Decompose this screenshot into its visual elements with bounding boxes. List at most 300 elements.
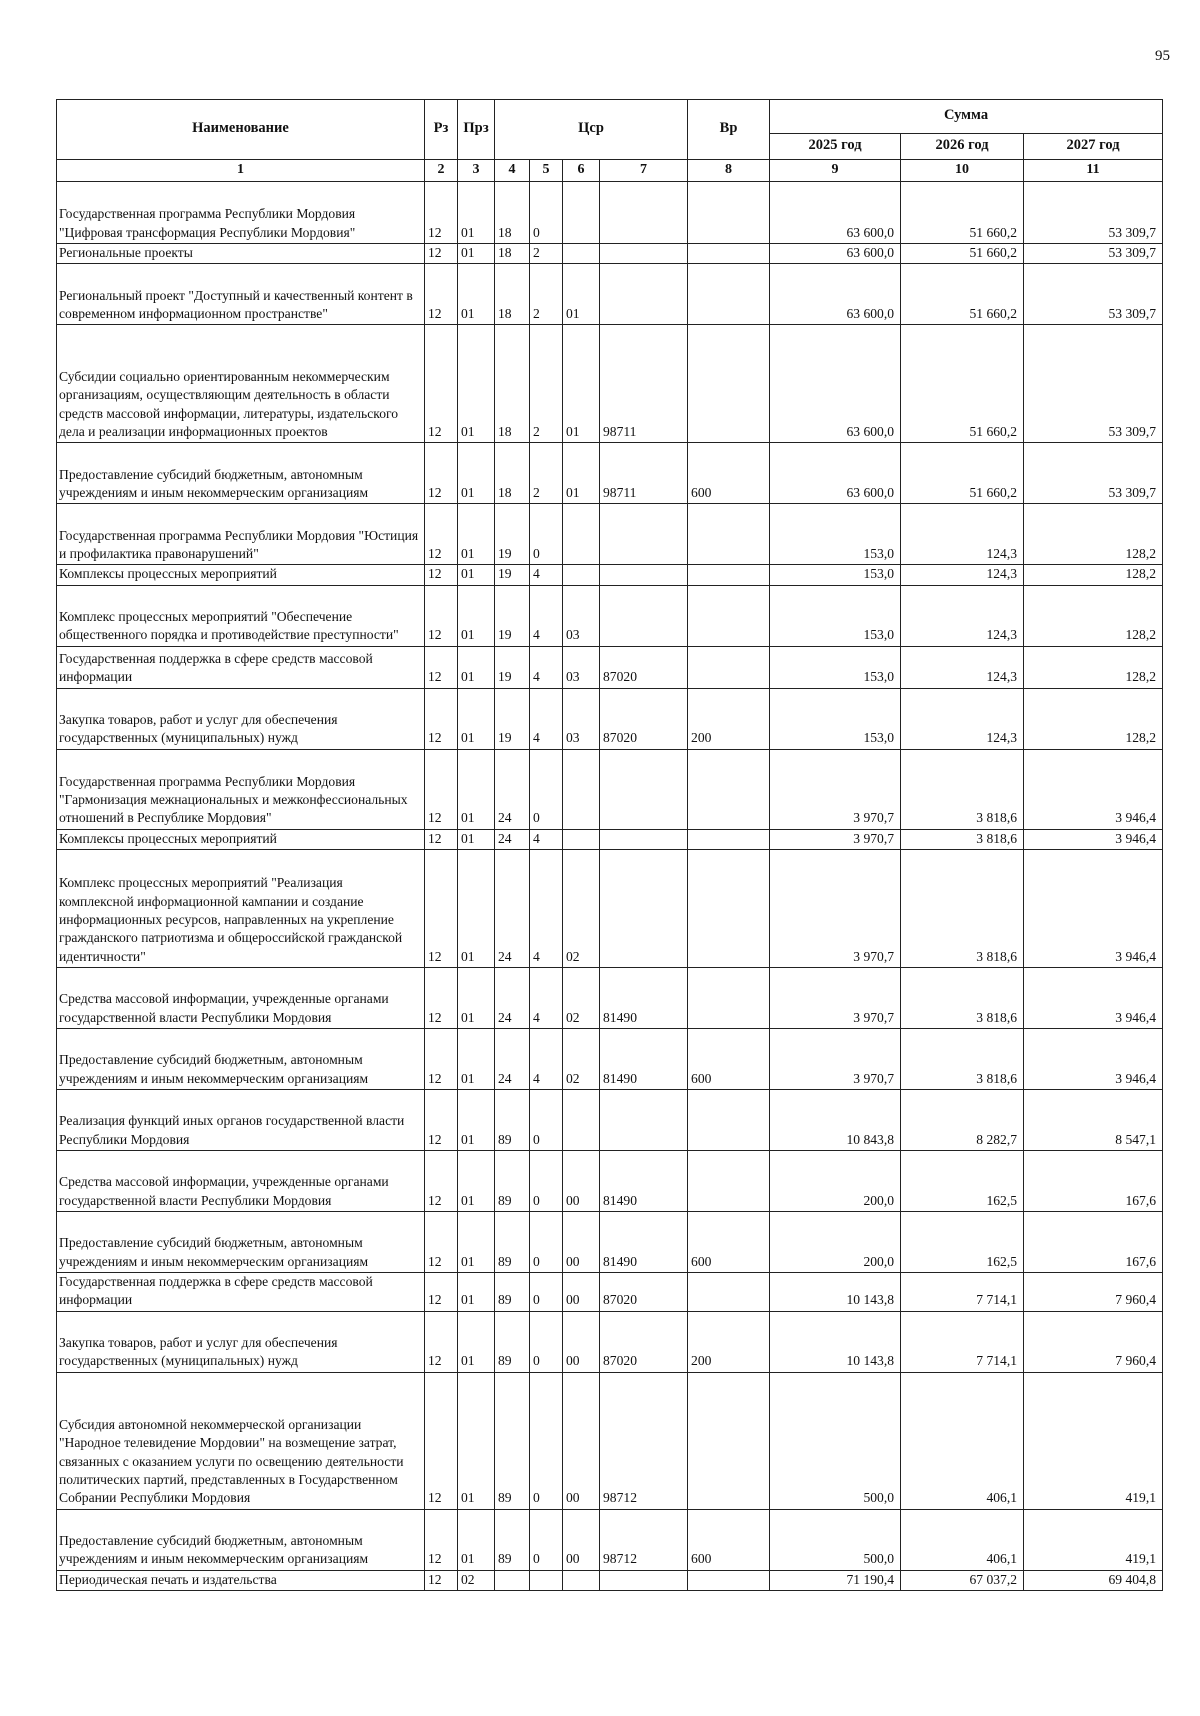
table-body [57,182,1163,1591]
row-name: Региональные проекты [57,244,425,264]
row-sum-2025: 63 600,0 [770,325,901,443]
row-name: Предоставление субсидий бюджетным, автономным учреждениям и иным некоммерческим организациям [57,443,425,504]
row-sum-2025: 153,0 [770,504,901,565]
row-sum-2026: 67 037,2 [901,1570,1024,1590]
row-name: Государственная поддержка в сфере средств массовой информации [57,1273,425,1312]
row-prz: 01 [458,1273,495,1312]
row-vr [688,749,770,829]
row-csr-7: 81490 [600,1151,688,1212]
row-vr: 200 [688,688,770,749]
row-rz: 12 [425,688,458,749]
row-rz: 12 [425,504,458,565]
row-csr-5: 4 [530,688,563,749]
row-csr-7 [600,585,688,646]
row-vr [688,850,770,968]
row-sum-2027: 3 946,4 [1024,829,1163,849]
header-csr: Цср [495,100,688,160]
table-row [57,325,1163,443]
row-sum-2026: 51 660,2 [901,244,1024,264]
row-csr-5: 4 [530,565,563,585]
row-rz: 12 [425,1090,458,1151]
row-sum-2027: 53 309,7 [1024,325,1163,443]
row-prz: 01 [458,688,495,749]
header-name: Наименование [57,100,425,160]
row-csr-4: 89 [495,1212,530,1273]
row-name: Закупка товаров, работ и услуг для обеспечения государственных (муниципальных) нужд [57,1311,425,1372]
row-vr [688,1273,770,1312]
row-sum-2027: 128,2 [1024,504,1163,565]
row-rz: 12 [425,264,458,325]
table-row [57,565,1163,585]
row-sum-2027: 8 547,1 [1024,1090,1163,1151]
row-vr: 600 [688,1029,770,1090]
row-sum-2027: 3 946,4 [1024,1029,1163,1090]
row-sum-2025: 3 970,7 [770,829,901,849]
col-num-8: 8 [688,160,770,182]
row-rz: 12 [425,1273,458,1312]
col-num-6: 6 [563,160,600,182]
row-csr-4: 18 [495,443,530,504]
col-num-2: 2 [425,160,458,182]
row-sum-2026: 3 818,6 [901,968,1024,1029]
row-sum-2025: 3 970,7 [770,749,901,829]
row-prz: 01 [458,244,495,264]
table-row [57,585,1163,646]
row-sum-2027: 128,2 [1024,585,1163,646]
row-csr-5: 4 [530,829,563,849]
row-sum-2026: 124,3 [901,565,1024,585]
row-csr-6: 03 [563,646,600,688]
row-csr-5: 4 [530,585,563,646]
row-csr-6 [563,829,600,849]
row-prz: 01 [458,182,495,244]
table-row [57,443,1163,504]
row-csr-4: 24 [495,749,530,829]
table-row [57,504,1163,565]
row-prz: 01 [458,1029,495,1090]
row-vr [688,1090,770,1151]
table-row [57,646,1163,688]
row-name: Средства массовой информации, учрежденные органами государственной власти Республики Мордовия [57,968,425,1029]
row-csr-5: 4 [530,850,563,968]
row-prz: 02 [458,1570,495,1590]
row-rz: 12 [425,1029,458,1090]
row-name: Предоставление субсидий бюджетным, автономным учреждениям и иным некоммерческим организациям [57,1509,425,1570]
row-sum-2025: 500,0 [770,1509,901,1570]
row-csr-5 [530,1570,563,1590]
row-csr-7 [600,1090,688,1151]
row-csr-5: 2 [530,264,563,325]
row-csr-5: 0 [530,1311,563,1372]
row-rz: 12 [425,182,458,244]
row-csr-5: 0 [530,749,563,829]
row-rz: 12 [425,244,458,264]
row-sum-2027: 7 960,4 [1024,1273,1163,1312]
row-sum-2026: 162,5 [901,1212,1024,1273]
col-num-7: 7 [600,160,688,182]
row-sum-2025: 3 970,7 [770,850,901,968]
row-csr-4: 19 [495,688,530,749]
row-prz: 01 [458,646,495,688]
row-sum-2025: 10 843,8 [770,1090,901,1151]
row-name: Предоставление субсидий бюджетным, автономным учреждениям и иным некоммерческим организациям [57,1212,425,1273]
row-name: Предоставление субсидий бюджетным, автономным учреждениям и иным некоммерческим организациям [57,1029,425,1090]
row-sum-2025: 153,0 [770,646,901,688]
row-sum-2027: 53 309,7 [1024,182,1163,244]
row-csr-7: 87020 [600,646,688,688]
row-rz: 12 [425,1151,458,1212]
row-csr-4: 24 [495,968,530,1029]
row-sum-2026: 3 818,6 [901,749,1024,829]
row-csr-7: 87020 [600,1311,688,1372]
row-sum-2025: 200,0 [770,1151,901,1212]
row-sum-2027: 167,6 [1024,1212,1163,1273]
budget-table [56,99,1163,1591]
table-row [57,1509,1163,1570]
table-row [57,244,1163,264]
row-csr-4: 89 [495,1090,530,1151]
row-vr: 600 [688,1212,770,1273]
row-csr-6: 00 [563,1273,600,1312]
row-csr-4: 89 [495,1509,530,1570]
row-sum-2025: 10 143,8 [770,1273,901,1312]
row-csr-7: 87020 [600,688,688,749]
row-prz: 01 [458,1372,495,1509]
row-sum-2027: 53 309,7 [1024,443,1163,504]
row-sum-2027: 128,2 [1024,688,1163,749]
row-csr-7 [600,749,688,829]
row-name: Комплексы процессных мероприятий [57,565,425,585]
row-rz: 12 [425,968,458,1029]
row-csr-5: 0 [530,1212,563,1273]
row-csr-4: 18 [495,264,530,325]
row-vr [688,565,770,585]
header-rz: Рз [425,100,458,160]
row-csr-4: 24 [495,1029,530,1090]
row-sum-2025: 63 600,0 [770,443,901,504]
row-name: Комплекс процессных мероприятий "Обеспечение общественного порядка и противодействие преступности" [57,585,425,646]
row-prz: 01 [458,565,495,585]
row-csr-4: 18 [495,325,530,443]
row-csr-4: 18 [495,244,530,264]
row-sum-2027: 3 946,4 [1024,850,1163,968]
row-csr-6: 02 [563,968,600,1029]
row-vr [688,829,770,849]
row-csr-7: 87020 [600,1273,688,1312]
row-sum-2027: 128,2 [1024,565,1163,585]
row-sum-2027: 69 404,8 [1024,1570,1163,1590]
row-prz: 01 [458,443,495,504]
row-csr-6 [563,749,600,829]
row-csr-4: 89 [495,1311,530,1372]
row-prz: 01 [458,1311,495,1372]
row-csr-5: 0 [530,1509,563,1570]
col-num-5: 5 [530,160,563,182]
row-sum-2026: 7 714,1 [901,1273,1024,1312]
row-vr [688,244,770,264]
row-sum-2026: 51 660,2 [901,443,1024,504]
row-sum-2025: 63 600,0 [770,264,901,325]
table-header [57,100,1163,182]
row-sum-2025: 71 190,4 [770,1570,901,1590]
row-prz: 01 [458,1212,495,1273]
row-csr-7 [600,565,688,585]
row-csr-6 [563,244,600,264]
row-vr [688,1151,770,1212]
row-sum-2025: 10 143,8 [770,1311,901,1372]
table-row [57,1570,1163,1590]
row-vr [688,1570,770,1590]
row-rz: 12 [425,585,458,646]
row-rz: 12 [425,443,458,504]
row-name: Государственная программа Республики Мордовия "Юстиция и профилактика правонарушений" [57,504,425,565]
row-prz: 01 [458,749,495,829]
table-row [57,829,1163,849]
row-csr-5: 0 [530,504,563,565]
row-csr-4: 19 [495,504,530,565]
table-row [57,182,1163,244]
row-rz: 12 [425,325,458,443]
row-csr-6 [563,1090,600,1151]
row-rz: 12 [425,1311,458,1372]
row-name: Комплекс процессных мероприятий "Реализация комплексной информационной кампании и создание информационных ресурсов, направленных на укрепление гражданского патриотизма и общероссийской гражданской идентичности" [57,850,425,968]
row-rz: 12 [425,565,458,585]
row-csr-7 [600,829,688,849]
row-csr-7 [600,244,688,264]
row-csr-6: 00 [563,1509,600,1570]
row-sum-2026: 406,1 [901,1509,1024,1570]
row-sum-2027: 53 309,7 [1024,264,1163,325]
row-sum-2027: 419,1 [1024,1509,1163,1570]
row-vr [688,646,770,688]
row-sum-2025: 63 600,0 [770,182,901,244]
row-csr-5: 2 [530,443,563,504]
col-num-11: 11 [1024,160,1163,182]
page-number: 95 [1155,48,1170,64]
row-sum-2026: 51 660,2 [901,264,1024,325]
row-vr [688,1372,770,1509]
row-csr-4: 24 [495,850,530,968]
row-sum-2025: 500,0 [770,1372,901,1509]
table-row [57,264,1163,325]
row-csr-5: 0 [530,1090,563,1151]
row-csr-7: 98711 [600,325,688,443]
row-sum-2026: 124,3 [901,688,1024,749]
row-csr-6 [563,504,600,565]
row-csr-4: 19 [495,585,530,646]
row-csr-7: 81490 [600,1212,688,1273]
row-csr-6: 03 [563,585,600,646]
row-name: Субсидии социально ориентированным некоммерческим организациям, осуществляющим деятельность в области средств массовой информации, литературы, издательского дела и реализации информационных проектов [57,325,425,443]
row-sum-2026: 406,1 [901,1372,1024,1509]
row-rz: 12 [425,829,458,849]
row-rz: 12 [425,646,458,688]
row-name: Периодическая печать и издательства [57,1570,425,1590]
header-year-2026: 2026 год [901,134,1024,160]
row-csr-4: 19 [495,646,530,688]
row-prz: 01 [458,829,495,849]
row-csr-4 [495,1570,530,1590]
row-csr-6: 02 [563,1029,600,1090]
column-number-row [57,160,1163,182]
row-csr-7 [600,1570,688,1590]
row-csr-6 [563,182,600,244]
row-csr-6: 01 [563,443,600,504]
row-sum-2026: 124,3 [901,646,1024,688]
row-vr [688,504,770,565]
row-name: Комплексы процессных мероприятий [57,829,425,849]
row-sum-2025: 3 970,7 [770,1029,901,1090]
table-row [57,850,1163,968]
row-sum-2027: 3 946,4 [1024,749,1163,829]
row-prz: 01 [458,968,495,1029]
row-csr-6: 01 [563,264,600,325]
row-sum-2026: 51 660,2 [901,325,1024,443]
row-sum-2026: 7 714,1 [901,1311,1024,1372]
header-sum: Сумма [770,100,1163,134]
table-row [57,1029,1163,1090]
table-row [57,1212,1163,1273]
row-rz: 12 [425,1570,458,1590]
row-csr-6: 00 [563,1311,600,1372]
row-sum-2026: 124,3 [901,585,1024,646]
row-csr-4: 89 [495,1273,530,1312]
row-sum-2026: 3 818,6 [901,1029,1024,1090]
row-sum-2026: 162,5 [901,1151,1024,1212]
row-sum-2025: 3 970,7 [770,968,901,1029]
header-prz: Прз [458,100,495,160]
row-csr-5: 4 [530,1029,563,1090]
row-sum-2027: 128,2 [1024,646,1163,688]
row-name: Реализация функций иных органов государственной власти Республики Мордовия [57,1090,425,1151]
col-num-9: 9 [770,160,901,182]
row-csr-4: 89 [495,1372,530,1509]
row-sum-2025: 63 600,0 [770,244,901,264]
row-vr [688,968,770,1029]
row-sum-2026: 3 818,6 [901,829,1024,849]
row-csr-7: 81490 [600,1029,688,1090]
row-csr-6 [563,565,600,585]
row-name: Государственная программа Республики Мордовия "Гармонизация межнациональных и межконфессиональных отношений в Республике Мордовия" [57,749,425,829]
row-csr-6: 01 [563,325,600,443]
table-row [57,1151,1163,1212]
table-row [57,1372,1163,1509]
row-sum-2025: 153,0 [770,585,901,646]
row-sum-2025: 153,0 [770,565,901,585]
row-name: Региональный проект "Доступный и качественный контент в современном информационном пространстве" [57,264,425,325]
row-csr-7 [600,182,688,244]
row-vr [688,182,770,244]
row-vr: 200 [688,1311,770,1372]
row-prz: 01 [458,1090,495,1151]
row-csr-7: 98712 [600,1509,688,1570]
col-num-10: 10 [901,160,1024,182]
row-csr-5: 4 [530,646,563,688]
row-sum-2027: 7 960,4 [1024,1311,1163,1372]
row-sum-2026: 8 282,7 [901,1090,1024,1151]
row-sum-2027: 3 946,4 [1024,968,1163,1029]
row-sum-2026: 51 660,2 [901,182,1024,244]
row-csr-7: 81490 [600,968,688,1029]
row-sum-2026: 3 818,6 [901,850,1024,968]
row-csr-7: 98711 [600,443,688,504]
row-vr: 600 [688,1509,770,1570]
header-vr: Вр [688,100,770,160]
row-csr-7 [600,850,688,968]
col-num-3: 3 [458,160,495,182]
row-name: Государственная программа Республики Мордовия "Цифровая трансформация Республики Мордовия" [57,182,425,244]
row-csr-4: 89 [495,1151,530,1212]
row-csr-6: 00 [563,1151,600,1212]
row-rz: 12 [425,749,458,829]
table-row [57,688,1163,749]
row-csr-6: 00 [563,1372,600,1509]
row-csr-5: 2 [530,244,563,264]
row-csr-6 [563,1570,600,1590]
row-sum-2027: 167,6 [1024,1151,1163,1212]
row-vr [688,585,770,646]
table-row [57,749,1163,829]
row-rz: 12 [425,1509,458,1570]
row-prz: 01 [458,1509,495,1570]
row-csr-7 [600,264,688,325]
row-prz: 01 [458,264,495,325]
row-vr [688,325,770,443]
header-year-2025: 2025 год [770,134,901,160]
row-csr-5: 0 [530,182,563,244]
row-prz: 01 [458,1151,495,1212]
row-prz: 01 [458,585,495,646]
row-csr-5: 0 [530,1372,563,1509]
row-sum-2025: 153,0 [770,688,901,749]
row-sum-2025: 200,0 [770,1212,901,1273]
col-num-4: 4 [495,160,530,182]
row-csr-4: 19 [495,565,530,585]
row-csr-5: 0 [530,1151,563,1212]
row-sum-2027: 419,1 [1024,1372,1163,1509]
table-row [57,1090,1163,1151]
row-csr-6: 02 [563,850,600,968]
row-vr [688,264,770,325]
row-csr-6: 03 [563,688,600,749]
table-row [57,1273,1163,1312]
row-csr-5: 2 [530,325,563,443]
row-rz: 12 [425,1212,458,1273]
row-rz: 12 [425,1372,458,1509]
row-vr: 600 [688,443,770,504]
row-csr-4: 24 [495,829,530,849]
row-csr-5: 4 [530,968,563,1029]
row-csr-4: 18 [495,182,530,244]
header-year-2027: 2027 год [1024,134,1163,160]
row-csr-7: 98712 [600,1372,688,1509]
row-rz: 12 [425,850,458,968]
row-sum-2027: 53 309,7 [1024,244,1163,264]
table-row [57,1311,1163,1372]
row-prz: 01 [458,504,495,565]
row-prz: 01 [458,850,495,968]
row-sum-2026: 124,3 [901,504,1024,565]
row-name: Закупка товаров, работ и услуг для обеспечения государственных (муниципальных) нужд [57,688,425,749]
row-csr-7 [600,504,688,565]
table-row [57,968,1163,1029]
row-csr-5: 0 [530,1273,563,1312]
row-name: Государственная поддержка в сфере средств массовой информации [57,646,425,688]
col-num-1: 1 [57,160,425,182]
row-prz: 01 [458,325,495,443]
row-name: Субсидия автономной некоммерческой организации "Народное телевидение Мордовии" на возмещение затрат, связанных с оказанием услуги по освещению деятельности политических партий, представленных в Государственном Собрании Республики Мордовия [57,1372,425,1509]
row-csr-6: 00 [563,1212,600,1273]
